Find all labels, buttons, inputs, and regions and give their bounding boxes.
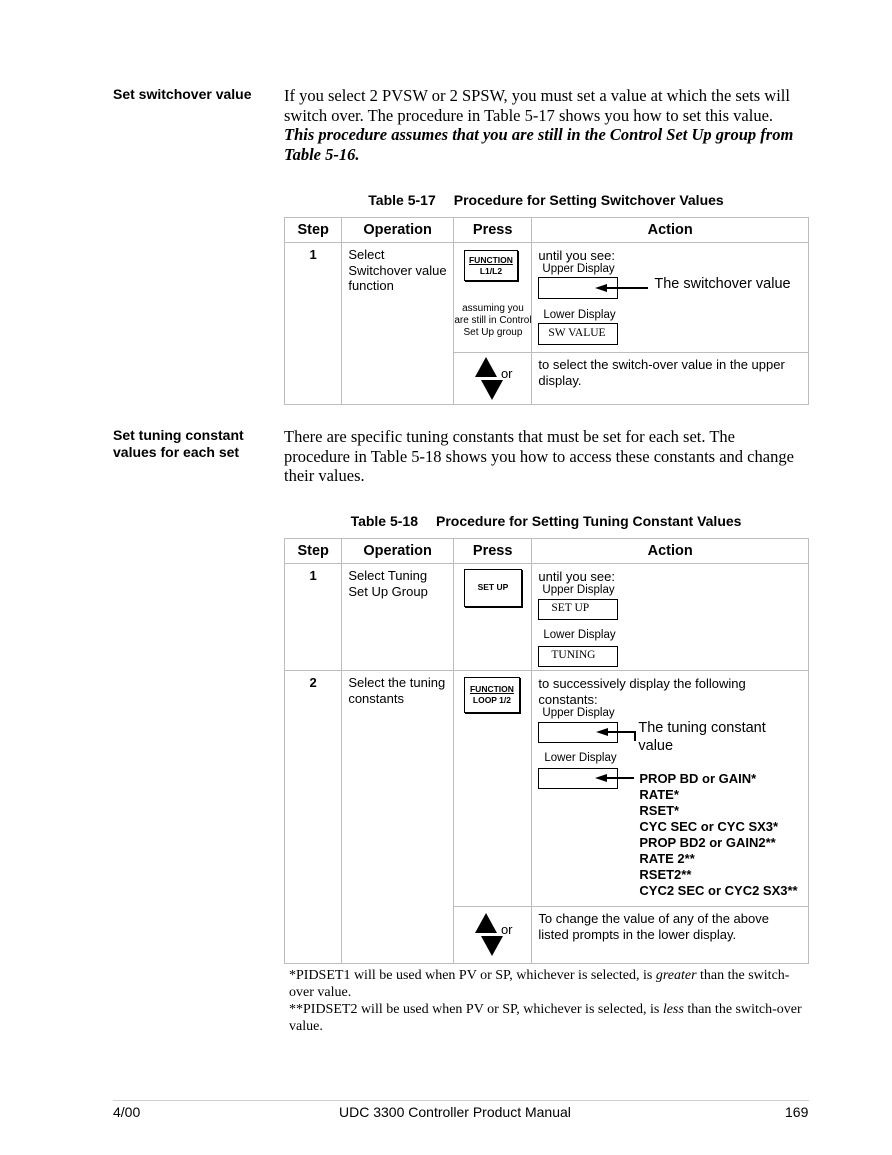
- footnote-text: *PIDSET1 will be used when PV or SP, whichever is selected, is: [289, 968, 656, 983]
- operation-text: Select Tuning Set Up Group: [342, 564, 454, 671]
- footer-divider: [113, 1100, 809, 1101]
- step-number: 1: [285, 564, 342, 671]
- prompt-item: PROP BD2 or GAIN2**: [639, 835, 776, 850]
- press-cell: [453, 243, 531, 353]
- callout-leader-line: [607, 731, 635, 733]
- table-5-18: [284, 538, 809, 964]
- press-cell: [453, 564, 531, 671]
- callout-leader-line: [606, 287, 648, 289]
- table-5-18-title: Procedure for Setting Tuning Constant Values: [436, 513, 742, 529]
- prompt-item: RSET*: [639, 803, 680, 818]
- up-arrow-key-icon: [475, 913, 497, 933]
- lower-display-label: Lower Display: [543, 309, 616, 321]
- prompt-item: CYC2 SEC or CYC2 SX3**: [639, 883, 798, 898]
- action-intro: until you see:: [538, 248, 615, 263]
- footnote-pidset1: [289, 968, 804, 1001]
- column-header-operation: Operation: [342, 218, 454, 243]
- prompt-item: RATE*: [639, 787, 679, 802]
- switchover-paragraph-text: If you select 2 PVSW or 2 SPSW, you must set a value at which the sets will switch over. The procedure in Table 5-17 shows you how to set this value.: [284, 86, 790, 125]
- table-5-17-number: Table 5-17: [368, 192, 436, 208]
- callout-leader-line: [634, 731, 636, 741]
- or-label: or: [500, 922, 513, 937]
- or-label: or: [500, 366, 513, 381]
- action-cell: [532, 353, 809, 405]
- footer-title: UDC 3300 Controller Product Manual: [339, 1104, 571, 1120]
- key-label-top: FUNCTION: [469, 684, 514, 694]
- step-number: 1: [285, 243, 342, 405]
- table-header-row: [285, 539, 809, 564]
- prompt-item: PROP BD or GAIN*: [639, 771, 757, 786]
- footnote-emphasis: less: [662, 1002, 684, 1017]
- table-5-18-caption: [284, 513, 808, 529]
- action-intro: to successively display the following constants:: [538, 676, 746, 707]
- action-intro: until you see:: [538, 569, 615, 584]
- press-note: assuming you are still in Control Set Up group: [454, 303, 532, 338]
- upper-display-box: SET UP: [538, 599, 618, 620]
- footnote-text: than the switch-over value.: [289, 968, 790, 1000]
- prompt-item: RATE 2**: [639, 851, 695, 866]
- footnote-pidset2: [289, 1002, 804, 1035]
- key-label-bottom: LOOP 1/2: [472, 695, 511, 705]
- column-header-action: Action: [532, 539, 809, 564]
- table-5-17-title: Procedure for Setting Switchover Values: [453, 192, 724, 208]
- action-cell: [532, 243, 809, 353]
- press-cell: [453, 907, 531, 964]
- table-row: [285, 243, 809, 353]
- column-header-operation: Operation: [342, 539, 454, 564]
- lower-display-box: SW VALUE: [538, 323, 618, 345]
- page-number: 169: [785, 1104, 809, 1120]
- key-label-top: FUNCTION: [468, 255, 513, 265]
- operation-text: Select Switchover value function: [342, 243, 454, 405]
- function-l1l2-key: [464, 250, 518, 281]
- column-header-press: Press: [453, 539, 531, 564]
- footnote-text: **PIDSET2 will be used when PV or SP, whichever is selected, is: [289, 1002, 663, 1017]
- prompt-item: CYC SEC or CYC SX3*: [639, 819, 779, 834]
- upper-display-label: Upper Display: [542, 263, 615, 275]
- action-text: to select the switch-over value in the upper display.: [538, 357, 785, 388]
- function-loop-key: [464, 677, 520, 713]
- switchover-paragraph: [284, 86, 804, 164]
- footnote-text: than the switch-over value.: [289, 1002, 802, 1034]
- footer-date: 4/00: [113, 1104, 141, 1120]
- upper-display-callout: The tuning constant value: [638, 720, 766, 754]
- action-cell: [532, 671, 809, 907]
- table-5-17: [284, 217, 809, 405]
- column-header-step: Step: [285, 218, 342, 243]
- action-cell: [532, 564, 809, 671]
- down-arrow-key-icon: [481, 380, 503, 400]
- table-5-18-number: Table 5-18: [350, 513, 418, 529]
- footnote-emphasis: greater: [655, 968, 697, 983]
- lower-display-label: Lower Display: [544, 752, 617, 764]
- column-header-action: Action: [532, 218, 809, 243]
- lower-display-label: Lower Display: [543, 629, 616, 641]
- lower-display-box: TUNING: [538, 646, 618, 667]
- switchover-paragraph-bold: This procedure assumes that you are still in the Control Set Up group from Table 5-16.: [284, 125, 794, 164]
- press-cell: [453, 671, 531, 907]
- action-text: To change the value of any of the above listed prompts in the lower display.: [538, 911, 769, 942]
- column-header-press: Press: [453, 218, 531, 243]
- action-cell: [532, 907, 809, 964]
- prompt-list: [639, 771, 797, 899]
- table-row: [285, 564, 809, 671]
- table-5-17-caption: [284, 192, 808, 208]
- section-heading-switchover: Set switchover value: [113, 86, 252, 102]
- upper-display-label: Upper Display: [542, 584, 615, 596]
- press-cell: [453, 353, 531, 405]
- setup-key: SET UP: [464, 569, 522, 607]
- key-label-bottom: L1/L2: [479, 266, 503, 276]
- column-header-step: Step: [285, 539, 342, 564]
- tuning-paragraph: There are specific tuning constants that must be set for each set. The procedure in Table 5-18 shows you how to access these constants and change their values.: [284, 427, 794, 485]
- section-heading-tuning: Set tuning constant values for each set: [113, 427, 244, 460]
- operation-text: Select the tuning constants: [342, 671, 454, 964]
- upper-display-label: Upper Display: [542, 707, 615, 719]
- step-number: 2: [285, 671, 342, 964]
- callout-leader-line: [606, 777, 634, 779]
- table-header-row: [285, 218, 809, 243]
- up-arrow-key-icon: [475, 357, 497, 377]
- down-arrow-key-icon: [481, 936, 503, 956]
- upper-display-callout: The switchover value: [654, 276, 791, 292]
- prompt-item: RSET2**: [639, 867, 692, 882]
- table-row: [285, 671, 809, 907]
